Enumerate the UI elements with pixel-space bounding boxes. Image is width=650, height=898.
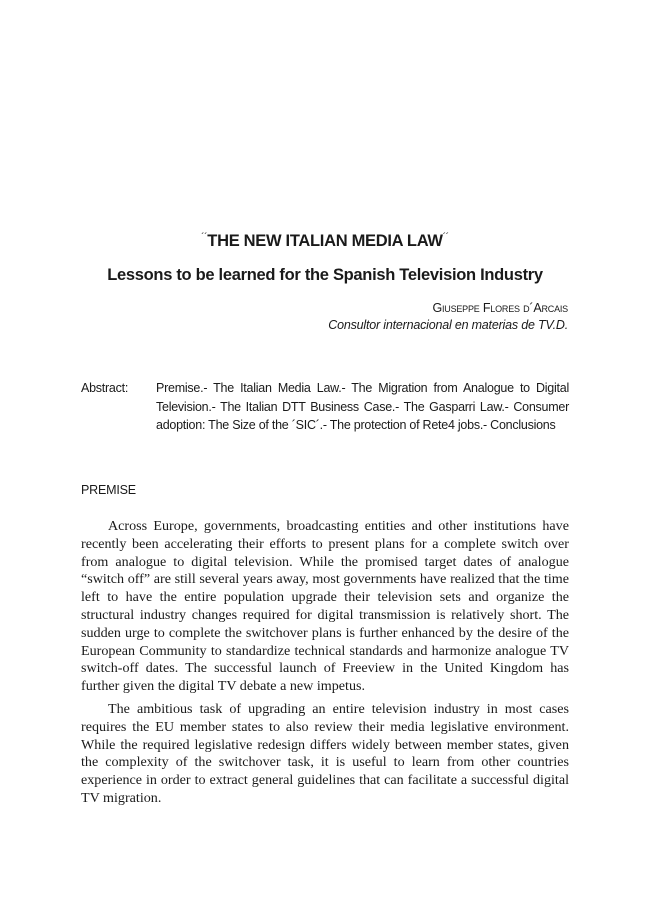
section-heading: PREMISE (81, 483, 136, 497)
body-paragraph: The ambitious task of upgrading an entire television industry in most cases requires the EU member states to also review their media legislative environment. While the required legislative redesign differs widely between member states, given the complexity of the switchover task, it is useful to learn from other countries experience in order to extract general guidelines that can facilitate a successful digital TV migration. (81, 700, 569, 806)
abstract-text: Premise.- The Italian Media Law.- The Migration from Analogue to Digital Television.- The Italian DTT Business Case.- The Gasparri Law.- Consumer adoption: The Size of the ´SIC´.- The protection of Rete4 jobs.- Conclusions (156, 381, 569, 432)
body-paragraph: Across Europe, governments, broadcasting entities and other institutions have recently been accelerating their efforts to present plans for a complete switch over from analogue to digital television. While the promised target dates of analogue “switch off” are still several years away, most governments have realized that the time left to have the entire population upgrade their television sets and organize the structural industry changes required for digital transmission is relatively short. The sudden urge to complete the switchover plans is further enhanced by the desire of the European Community to standardize technical standards and harmonize analogue TV switch-off dates. The successful launch of Freeview in the United Kingdom has further given the digital TV debate a new impetus. (81, 518, 569, 695)
article-title-text: THE NEW ITALIAN MEDIA LAW (207, 232, 443, 250)
article-title (0, 232, 650, 251)
author-affiliation: Consultor internacional en materias de TV.D. (328, 318, 568, 332)
article-subtitle: Lessons to be learned for the Spanish Television Industry (107, 266, 543, 284)
section-body (81, 518, 569, 813)
author-name: Giuseppe Flores d´Arcais (432, 301, 568, 315)
abstract-label: Abstract: (81, 381, 129, 395)
title-close-quote: ´´ (442, 232, 449, 243)
title-open-quote: ´´ (201, 232, 208, 243)
